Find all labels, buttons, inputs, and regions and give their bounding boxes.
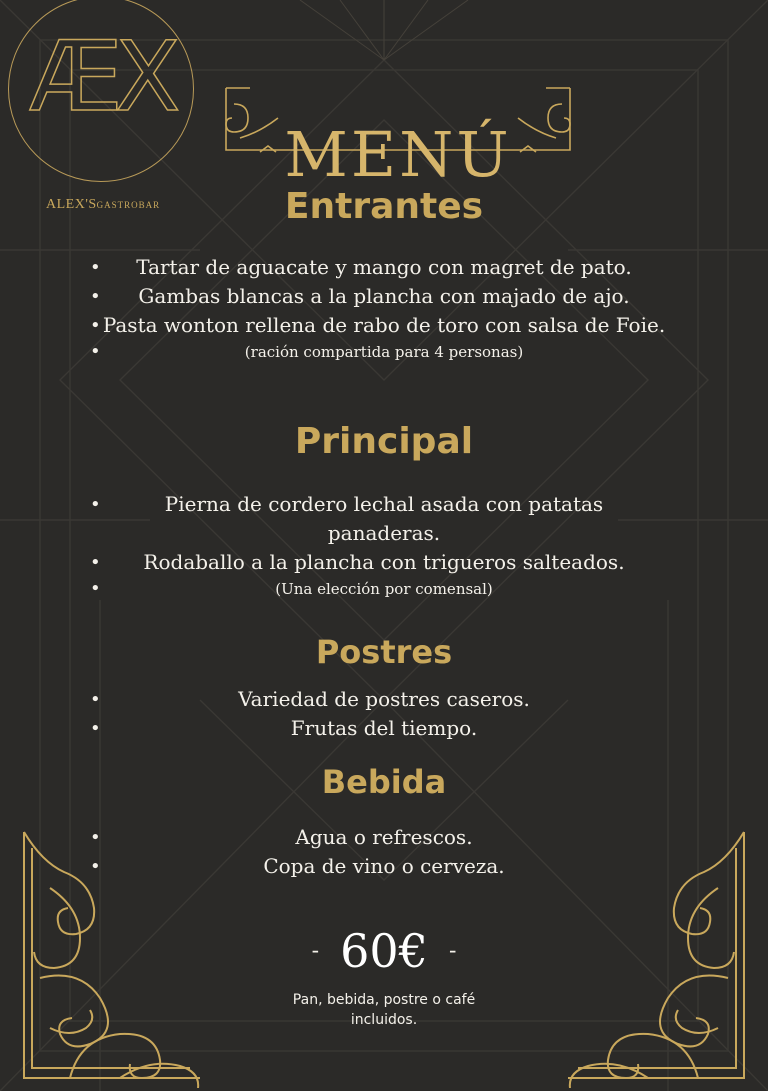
- list-item: • Frutas del tiempo.: [0, 714, 768, 743]
- page-title: MENÚ: [284, 117, 512, 191]
- list-item: • Variedad de postres caseros.: [0, 685, 768, 714]
- list-item: • Gambas blancas a la plancha con majado de ajo.: [0, 282, 768, 311]
- section-title-bebida: Bebida: [321, 763, 447, 801]
- section-title-entrantes: Entrantes: [284, 186, 484, 227]
- bullet: •: [90, 578, 101, 599]
- bullet: •: [90, 341, 101, 362]
- price-value: 60€: [340, 924, 428, 978]
- list-entrantes: [0, 253, 768, 364]
- bullet: •: [90, 315, 101, 336]
- section-title-postres: Postres: [315, 633, 453, 671]
- list-item: • Tartar de aguacate y mango con magret de pato.: [0, 253, 768, 282]
- list-item: • Copa de vino o cerveza.: [0, 852, 768, 881]
- bullet: •: [90, 257, 101, 278]
- bullet: •: [90, 494, 101, 515]
- section-title-principal: Principal: [294, 421, 474, 462]
- bullet: •: [90, 856, 101, 877]
- list-item: • Agua o refrescos.: [0, 823, 768, 852]
- price-dash-left: -: [311, 938, 319, 964]
- bullet: •: [90, 718, 101, 739]
- price-footnote: Pan, bebida, postre o café incluidos.: [292, 992, 476, 1028]
- list-item-note: • (ración compartida para 4 personas): [90, 341, 524, 362]
- bullet: •: [90, 827, 101, 848]
- list-item: • Pierna de cordero lechal asada con patatas panaderas.: [90, 492, 604, 545]
- price-dash-right: -: [449, 938, 457, 964]
- bullet: •: [90, 286, 101, 307]
- price-row: [0, 924, 768, 978]
- logo-mark: ÆX: [29, 21, 173, 133]
- list-item-note: • (Una elección por comensal): [90, 578, 493, 599]
- list-postres: [0, 685, 768, 743]
- bullet: •: [90, 552, 101, 573]
- list-principal: [0, 490, 768, 601]
- list-item: • Pasta wonton rellena de rabo de toro con salsa de Foie.: [0, 311, 768, 340]
- logo-name: ALEX'SGASTROBAR: [46, 197, 161, 212]
- bullet: •: [90, 689, 101, 710]
- list-item: • Rodaballo a la plancha con trigueros salteados.: [0, 548, 768, 577]
